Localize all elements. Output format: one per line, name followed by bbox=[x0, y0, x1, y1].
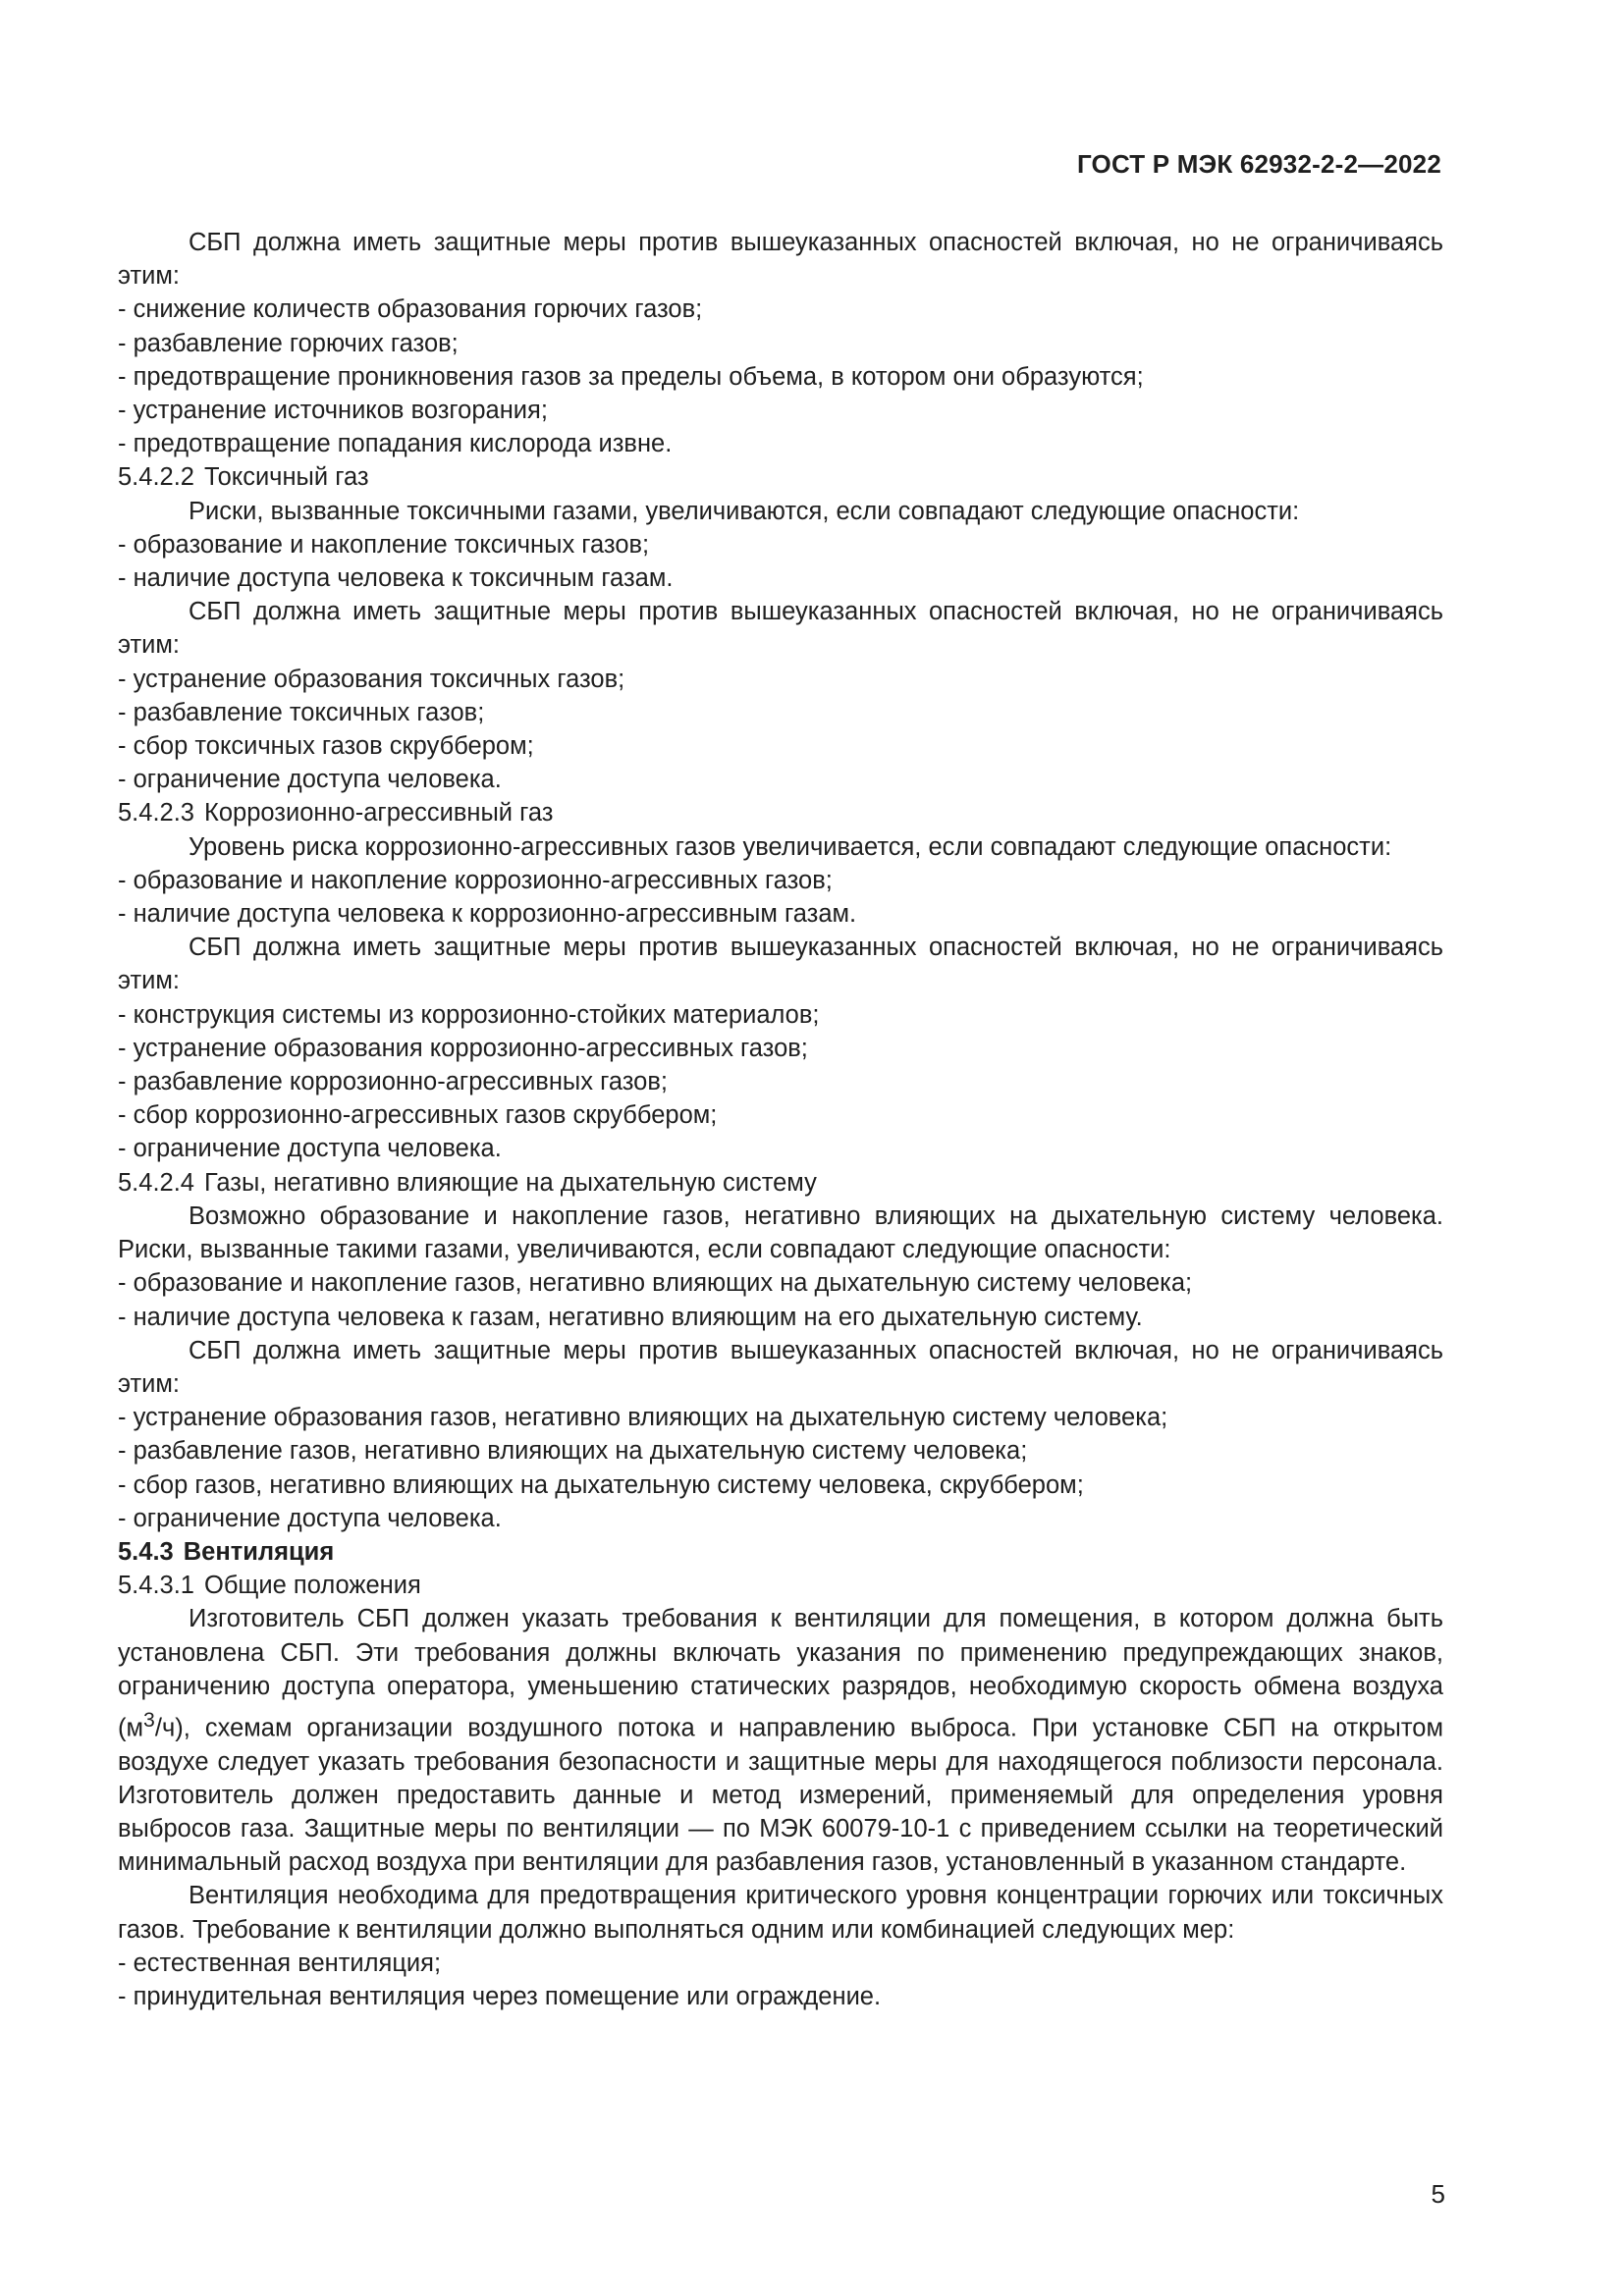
section-number: 5.4.3 bbox=[118, 1537, 174, 1566]
section-title: Коррозионно-агрессивный газ bbox=[203, 799, 554, 828]
paragraph-text: /ч), схемам организации воздушного потока и направлению выброса. При установке СБП на открытом воздухе следует указать требования безопасности и защитные меры для находящегося поблизости персонала. Изготовитель должен предоставить данные и метод измерений, применяемый для определения уровня выбросов газа. Защитные меры по вентиляции — по МЭК 60079-10-1 с приведением ссылки на теоретический минимальный расход воздуха при вентиляции для разбавления газов, установленный в указанном стандарте. bbox=[118, 1714, 1443, 1877]
section-number: 5.4.3.1 bbox=[118, 1572, 194, 1600]
section-heading-5-4-2-2 bbox=[118, 460, 1443, 494]
page-number: 5 bbox=[1431, 2179, 1445, 2209]
section-title: Вентиляция bbox=[183, 1537, 335, 1566]
section-number: 5.4.2.3 bbox=[118, 799, 194, 828]
paragraph: Риски, вызванные токсичными газами, увеличиваются, если совпадают следующие опасности: bbox=[189, 497, 1300, 525]
paragraph-text: Изготовитель СБП должен указать требования к вентиляции для помещения, в котором должна быть установлена СБП. Эти требования должны включать указания по применению предупреждающих знаков, ограничению доступа оператора, уменьшению статических разрядов, необходимую скорость обмена воздуха (м bbox=[118, 1605, 1443, 1742]
list-item: - устранение образования коррозионно-агрессивных газов; bbox=[118, 1034, 808, 1062]
paragraph-ventilation-requirements bbox=[118, 1602, 1443, 1879]
paragraph: Возможно образование и накопление газов, негативно влияющих на дыхательную систему человека. Риски, вызванные такими газами, увеличиваются, если совпадают следующие опасности: bbox=[118, 1201, 1443, 1264]
document-header: ГОСТ Р МЭК 62932-2-2—2022 bbox=[1076, 149, 1441, 179]
paragraph: Вентиляция необходима для предотвращения критического уровня концентрации горючих или токсичных газов. Требование к вентиляции должно выполняться одним или комбинацией следующих мер: bbox=[118, 1882, 1443, 1944]
list-item: - устранение образования газов, негативно влияющих на дыхательную систему человека; bbox=[118, 1404, 1168, 1432]
list-item: - образование и накопление коррозионно-агрессивных газов; bbox=[118, 866, 833, 894]
list-item: - сбор токсичных газов скруббером; bbox=[118, 732, 534, 761]
superscript: 3 bbox=[143, 1707, 155, 1732]
document-body bbox=[118, 226, 1443, 2013]
section-heading-5-4-3-1 bbox=[118, 1569, 1443, 1602]
list-item: - образование и накопление газов, негативно влияющих на дыхательную систему человека; bbox=[118, 1269, 1193, 1298]
list-item: - предотвращение попадания кислорода извне. bbox=[118, 430, 673, 458]
list-item: - естественная вентиляция; bbox=[118, 1949, 442, 1977]
list-item: - конструкция системы из коррозионно-стойких материалов; bbox=[118, 1000, 820, 1029]
list-item: - устранение образования токсичных газов; bbox=[118, 665, 625, 693]
list-item: - устранение источников возгорания; bbox=[118, 397, 548, 425]
section-number: 5.4.2.4 bbox=[118, 1168, 194, 1197]
section-heading-5-4-3 bbox=[118, 1535, 1443, 1569]
list-item: - разбавление горючих газов; bbox=[118, 329, 459, 357]
paragraph: СБП должна иметь защитные меры против вышеуказанных опасностей включая, но не ограничиваясь этим: bbox=[118, 1336, 1443, 1398]
list-item: - предотвращение проникновения газов за пределы объема, в котором они образуются; bbox=[118, 362, 1144, 391]
list-item: - снижение количеств образования горючих газов; bbox=[118, 295, 703, 324]
section-title: Общие положения bbox=[203, 1572, 421, 1600]
section-heading-5-4-2-3 bbox=[118, 796, 1443, 829]
list-item: - принудительная вентиляция через помещение или ограждение. bbox=[118, 1983, 882, 2011]
section-number: 5.4.2.2 bbox=[118, 463, 194, 492]
section-title: Газы, негативно влияющие на дыхательную систему bbox=[203, 1168, 817, 1197]
paragraph: СБП должна иметь защитные меры против вышеуказанных опасностей включая, но не ограничиваясь этим: bbox=[118, 934, 1443, 995]
list-item: - ограничение доступа человека. bbox=[118, 1504, 502, 1532]
paragraph: СБП должна иметь защитные меры против вышеуказанных опасностей включая, но не ограничиваясь этим: bbox=[118, 598, 1443, 660]
list-item: - сбор газов, негативно влияющих на дыхательную систему человека, скруббером; bbox=[118, 1470, 1084, 1499]
paragraph: СБП должна иметь защитные меры против вышеуказанных опасностей включая, но не ограничиваясь этим: bbox=[118, 229, 1443, 291]
list-item: - наличие доступа человека к токсичным газам. bbox=[118, 564, 674, 593]
list-item: - разбавление токсичных газов; bbox=[118, 698, 485, 726]
list-item: - разбавление газов, негативно влияющих на дыхательную систему человека; bbox=[118, 1437, 1028, 1466]
list-item: - наличие доступа человека к газам, негативно влияющим на его дыхательную систему. bbox=[118, 1303, 1143, 1331]
list-item: - образование и накопление токсичных газов; bbox=[118, 530, 650, 559]
list-item: - наличие доступа человека к коррозионно-агрессивным газам. bbox=[118, 900, 857, 929]
list-item: - ограничение доступа человека. bbox=[118, 1135, 502, 1163]
list-item: - ограничение доступа человека. bbox=[118, 766, 502, 794]
list-item: - разбавление коррозионно-агрессивных газов; bbox=[118, 1068, 668, 1096]
paragraph: Уровень риска коррозионно-агрессивных газов увеличивается, если совпадают следующие опасности: bbox=[189, 832, 1392, 861]
section-heading-5-4-2-4 bbox=[118, 1166, 1443, 1200]
section-title: Токсичный газ bbox=[203, 463, 369, 492]
list-item: - сбор коррозионно-агрессивных газов скруббером; bbox=[118, 1101, 718, 1130]
